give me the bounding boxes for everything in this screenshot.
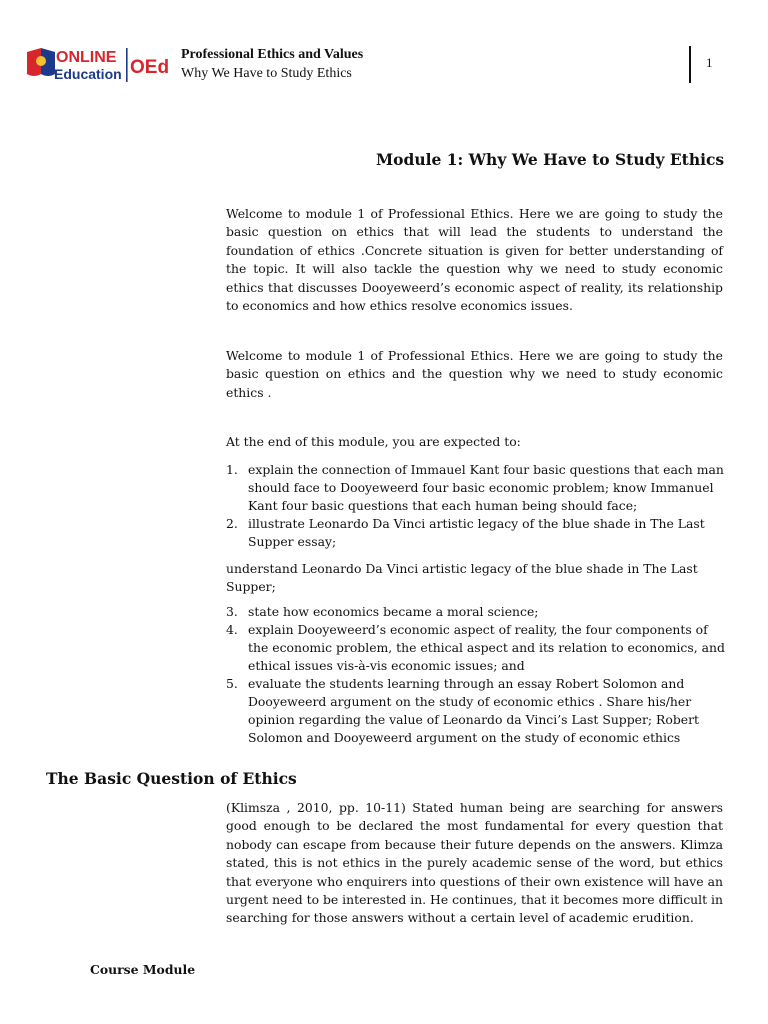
item-number: 3. xyxy=(226,604,238,619)
logo-mark-oed: OEd xyxy=(130,57,170,78)
item-number: 1. xyxy=(226,462,238,477)
list-item xyxy=(226,621,726,675)
list-item xyxy=(226,461,726,515)
intro-paragraph-1: Welcome to module 1 of Professional Ethics. Here we are going to study the basic question on ethics that will lead the students to understand the foundation of ethics .Concrete situation is given for better understanding of the topic. It will also tackle the question why we need to study economic ethics that discusses Dooyeweerd’s economic aspect of reality, its relationship to economics and how ethics resolve economics issues. xyxy=(226,206,723,314)
item-number: 5. xyxy=(226,676,238,691)
item-text: state how economics became a moral science; xyxy=(248,604,539,619)
item-number: 4. xyxy=(226,622,238,637)
module-title: Module 1: Why We Have to Study Ethics xyxy=(376,150,725,169)
item-number: 2. xyxy=(226,516,238,531)
page-number: 1 xyxy=(706,55,713,70)
course-title: Professional Ethics and Values xyxy=(181,47,364,62)
online-education-logo xyxy=(24,44,174,88)
objectives-note: understand Leonardo Da Vinci artistic legacy of the blue shade in The Last Supper; xyxy=(226,561,698,594)
list-item xyxy=(226,675,726,747)
logo-word-online: ONLINE xyxy=(56,49,117,66)
section-heading: The Basic Question of Ethics xyxy=(46,769,297,788)
logo-divider xyxy=(126,48,128,82)
logo-graphic xyxy=(24,44,174,88)
footer-label: Course Module xyxy=(90,962,196,977)
course-subtitle: Why We Have to Study Ethics xyxy=(181,66,352,81)
section-paragraph: (Klimsza , 2010, pp. 10-11) Stated human being are searching for answers good enough to be declared the most fundamental for every question that nobody can escape from because their future depends on the answers. Klimza stated, this is not ethics in the purely academic sense of the word, but ethics that everyone who enquirers into questions of their own existence will have an urgent need to be interested in. He continues, that it becomes more difficult in searching for those answers without a certain level of academic erudition. xyxy=(226,800,723,926)
intro-paragraph-2: Welcome to module 1 of Professional Ethics. Here we are going to study the basic question on ethics and the question why we need to study economic ethics . xyxy=(226,348,723,400)
list-item xyxy=(226,603,726,621)
header-divider xyxy=(689,46,691,83)
logo-word-education: Education xyxy=(54,66,122,82)
item-text: explain the connection of Immauel Kant four basic questions that each man should face to Dooyeweerd four basic economic problem; know Immanuel Kant four basic questions that each human being should face; xyxy=(248,462,724,513)
crest-center xyxy=(36,56,46,66)
item-text: illustrate Leonardo Da Vinci artistic legacy of the blue shade in The Last Supper essay; xyxy=(248,516,705,549)
list-item xyxy=(226,515,726,551)
objectives-list-b xyxy=(226,603,726,747)
item-text: evaluate the students learning through an essay Robert Solomon and Dooyeweerd argument on the study of economic ethics . Share his/her opinion regarding the value of Leonardo da Vinci’s Last Supper; Robert Solomon and Dooyeweerd argument on the study of economic ethics xyxy=(248,676,699,745)
objectives-lead: At the end of this module, you are expected to: xyxy=(226,434,521,449)
objectives-list-a xyxy=(226,461,726,551)
item-text: explain Dooyeweerd’s economic aspect of reality, the four components of the economic problem, the ethical aspect and its relation to economics, and ethical issues vis-à-vis economic issues; and xyxy=(248,622,725,673)
